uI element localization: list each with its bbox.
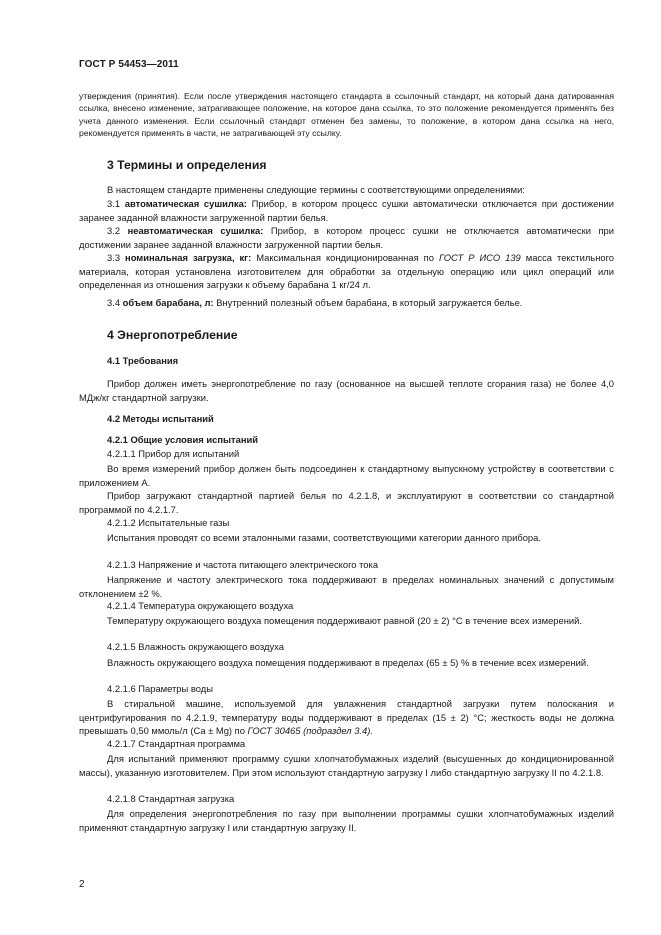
paragraph-4-2-1-1-a: Во время измерений прибор должен быть подсоединен к стандартному выпускному устройству в соответствии с приложением А.	[79, 463, 614, 488]
section-4-2-1-heading: 4.2.1 Общие условия испытаний	[107, 434, 259, 445]
term-number: 3.2	[107, 225, 128, 236]
subsection-4-2-1-8: 4.2.1.8 Стандартная загрузка	[107, 793, 235, 804]
term-3-2	[79, 224, 614, 251]
intro-paragraph: утверждения (принятия). Если после утверждения настоящего стандарта в ссылочный стандарт, на который дана датированная ссылка, внесено изменение, затрагивающее положение, на которое дана ссылка, то это положение рекомендуется применять без учета данного изменения. Если ссылочный стандарт отменен без замены, то положение, в котором дана ссылка на него, рекомендуется применять в части, не затрагивающей эту ссылку.	[79, 91, 614, 138]
paragraph-4-2-1-7: Для испытаний применяют программу сушки хлопчатобумажных изделий (высушенных до кондиционированной массы), указанную изготовителем. При этом используют стандартную загрузку I либо стандартную загрузку II по 4.2.1.8.	[79, 753, 614, 778]
section-4-heading: 4 Энергопотребление	[107, 328, 238, 342]
term-number: 3.4	[107, 297, 123, 308]
standard-reference: ГОСТ Р ИСО 139	[438, 252, 521, 263]
term-3-4	[79, 296, 614, 310]
term-name: неавтоматическая сушилка:	[127, 225, 264, 236]
term-name: номинальная загрузка, кг:	[125, 252, 252, 263]
section-3-heading: 3 Термины и определения	[107, 158, 267, 172]
subsection-4-2-1-6: 4.2.1.6 Параметры воды	[107, 683, 213, 694]
paragraph-4-2-1-8: Для определения энергопотребления по газу при выполнении программы сушки хлопчатобумажных изделий применяют стандартную загрузку I или стандартную загрузку II.	[79, 808, 614, 833]
paragraph-4-2-1-4: Температуру окружающего воздуха помещения поддерживают равной (20 ± 2) °С в течение всех измерений.	[107, 615, 582, 626]
term-name: объем барабана, л:	[122, 297, 214, 308]
subsection-4-2-1-2: 4.2.1.2 Испытательные газы	[107, 517, 230, 528]
term-number: 3.1	[107, 198, 125, 209]
subsection-4-2-1-7: 4.2.1.7 Стандартная программа	[107, 738, 246, 749]
section-4-1-text: Прибор должен иметь энергопотребление по газу (основанное на высшей теплоте сгорания газа) не более 4,0 МДж/кг стандартной загрузки.	[79, 378, 614, 403]
water-parameters-text: В стиральной машине, используемой для увлажнения стандартной загрузки путем полоскания и центрифугирования по 4.2.1.9, температуру воды поддерживают в пределах (15 ± 2) °С; жесткость воды не должна превышать 0,50 ммоль/л (Са ± Mg) по	[79, 698, 614, 737]
section-4-2-heading: 4.2 Методы испытаний	[107, 413, 214, 424]
term-definition: Прибор, в котором процесс сушки не отключается автоматически при достижении заранее заданной влажности загруженной партии белья.	[79, 225, 614, 250]
page-number: 2	[79, 879, 85, 890]
term-name: автоматическая сушилка:	[124, 198, 247, 209]
paragraph-4-2-1-2: Испытания проводят со всеми эталонными газами, соответствующими категории данного прибора.	[107, 532, 541, 543]
standard-reference: ГОСТ 30465 (подраздел 3.4).	[247, 725, 373, 737]
paragraph-4-2-1-6	[79, 697, 614, 738]
subsection-4-2-1-1: 4.2.1.1 Прибор для испытаний	[107, 448, 240, 459]
section-3-intro: В настоящем стандарте применены следующие термины с соответствующими определениями:	[107, 184, 525, 195]
document-header: ГОСТ Р 54453—2011	[79, 59, 179, 70]
term-3-3	[79, 251, 614, 292]
term-definition: Прибор, в котором процесс сушки автоматически отключается при достижении заранее заданной влажности загруженной партии белья.	[79, 198, 614, 223]
term-3-1	[79, 197, 614, 224]
term-definition-cont: масса текстильного материала, которая установлена изготовителем для обработки за отдельную операцию или цикл операций или определенная из отношения загрузки к объему барабана 1 кг/24 л.	[79, 252, 615, 291]
subsection-4-2-1-3: 4.2.1.3 Напряжение и частота питающего электрического тока	[107, 559, 379, 570]
paragraph-4-2-1-3: Напряжение и частоту электрического тока поддерживают в пределах номинальных значений с допустимым отклонением ±2 %.	[79, 574, 614, 599]
section-4-1-heading: 4.1 Требования	[107, 355, 179, 366]
term-number: 3.3	[107, 252, 126, 263]
paragraph-4-2-1-5: Влажность окружающего воздуха помещения поддерживают в пределах (65 ± 5) % в течение всех измерений.	[107, 657, 589, 668]
term-definition: Максимальная кондиционированная по	[251, 252, 439, 263]
subsection-4-2-1-4: 4.2.1.4 Температура окружающего воздуха	[107, 600, 294, 611]
subsection-4-2-1-5: 4.2.1.5 Влажность окружающего воздуха	[107, 641, 284, 652]
paragraph-4-2-1-1-b: Прибор загружают стандартной партией белья по 4.2.1.8, и эксплуатируют в соответствии со стандартной программой по 4.2.1.7.	[79, 490, 614, 515]
term-definition: Внутренний полезный объем барабана, в который загружается белье.	[213, 297, 523, 308]
